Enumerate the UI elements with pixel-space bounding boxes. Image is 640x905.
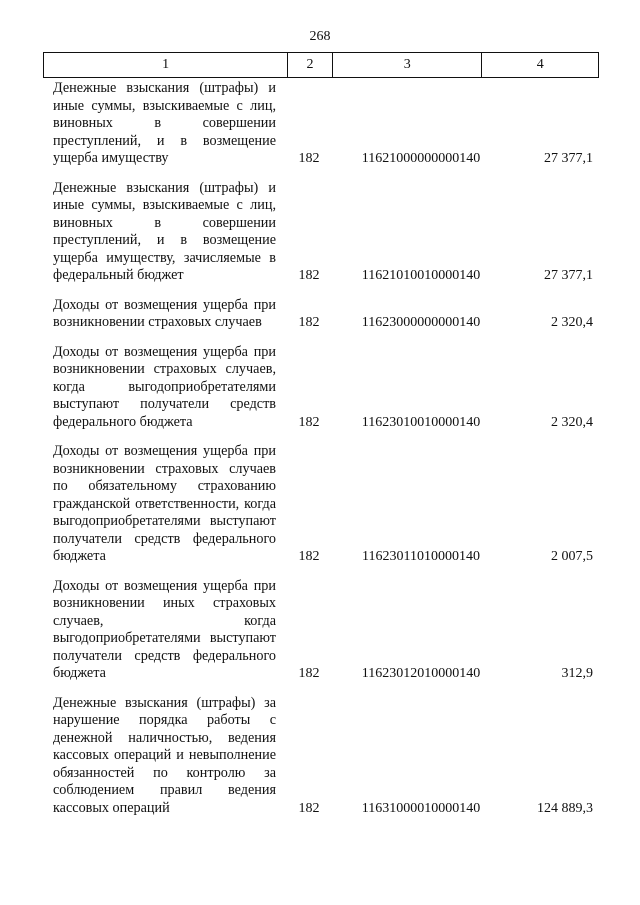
row-code: 182: [298, 315, 320, 330]
row-code: 182: [298, 666, 320, 681]
table-body: [53, 80, 593, 829]
table-header: [43, 52, 599, 78]
row-kbk: 11623000000000140: [361, 315, 481, 330]
row-kbk: 11621000000000140: [361, 151, 481, 166]
row-amount: 2 320,4: [551, 414, 593, 430]
header-col-1: 1: [44, 53, 288, 77]
row-description: Доходы от возмещения ущерба при возникновении страховых случаев, когда выгодоприобретателями выступают получатели средств федерального бюджета: [53, 343, 276, 430]
row-amount: 27 377,1: [544, 151, 593, 166]
row-description: Денежные взыскания (штрафы) за нарушение порядка работы с денежной наличностью, ведения кассовых операций и невыполнение обязанностей по контролю за соблюдением правил ведения кассовых операций: [53, 694, 276, 816]
row-description: Денежные взыскания (штрафы) и иные суммы, взыскиваемые с лиц, виновных в совершении преступлений, и в возмещение ущерба имуществу: [53, 80, 276, 166]
table-row: [53, 578, 593, 683]
row-amount: 2 320,4: [551, 315, 593, 330]
row-kbk: 11623012010000140: [361, 666, 481, 681]
row-kbk: 11621010010000140: [361, 268, 481, 283]
row-code: 182: [298, 800, 320, 816]
header-col-3: 3: [333, 53, 482, 77]
row-code: 182: [298, 268, 320, 283]
table-row: [53, 695, 593, 818]
row-kbk: 11623011010000140: [362, 549, 480, 564]
row-kbk: 11623010010000140: [361, 414, 481, 430]
row-description: Доходы от возмещения ущерба при возникновении страховых случаев: [53, 296, 276, 330]
row-code: 182: [298, 549, 320, 564]
table-row: [53, 443, 593, 566]
row-code: 182: [298, 414, 320, 430]
row-code: 182: [298, 151, 320, 166]
row-amount: 2 007,5: [551, 549, 593, 564]
row-kbk: 11631000010000140: [361, 800, 481, 816]
row-description: Денежные взыскания (штрафы) и иные суммы, взыскиваемые с лиц, виновных в совершении преступлений, и в возмещение ущерба имуществу, зачисляемые в федеральный бюджет: [53, 179, 276, 283]
table-row: [53, 180, 593, 285]
table-row: [53, 80, 593, 168]
table-row: [53, 344, 593, 432]
row-description: Доходы от возмещения ущерба при возникновении страховых случаев по обязательному страхованию гражданской ответственности, когда выгодоприобретателями выступают получатели средств федерального бюджета: [53, 443, 276, 564]
row-amount: 312,9: [561, 666, 593, 681]
row-amount: 27 377,1: [544, 268, 593, 283]
header-col-2: 2: [288, 53, 333, 77]
page-number: 268: [309, 29, 331, 44]
table-row: [53, 297, 593, 332]
row-description: Доходы от возмещения ущерба при возникновении иных страховых случаев, когда выгодоприобретателями выступают получатели средств федерального бюджета: [53, 577, 276, 681]
row-amount: 124 889,3: [537, 800, 593, 816]
header-col-4: 4: [536, 57, 544, 72]
